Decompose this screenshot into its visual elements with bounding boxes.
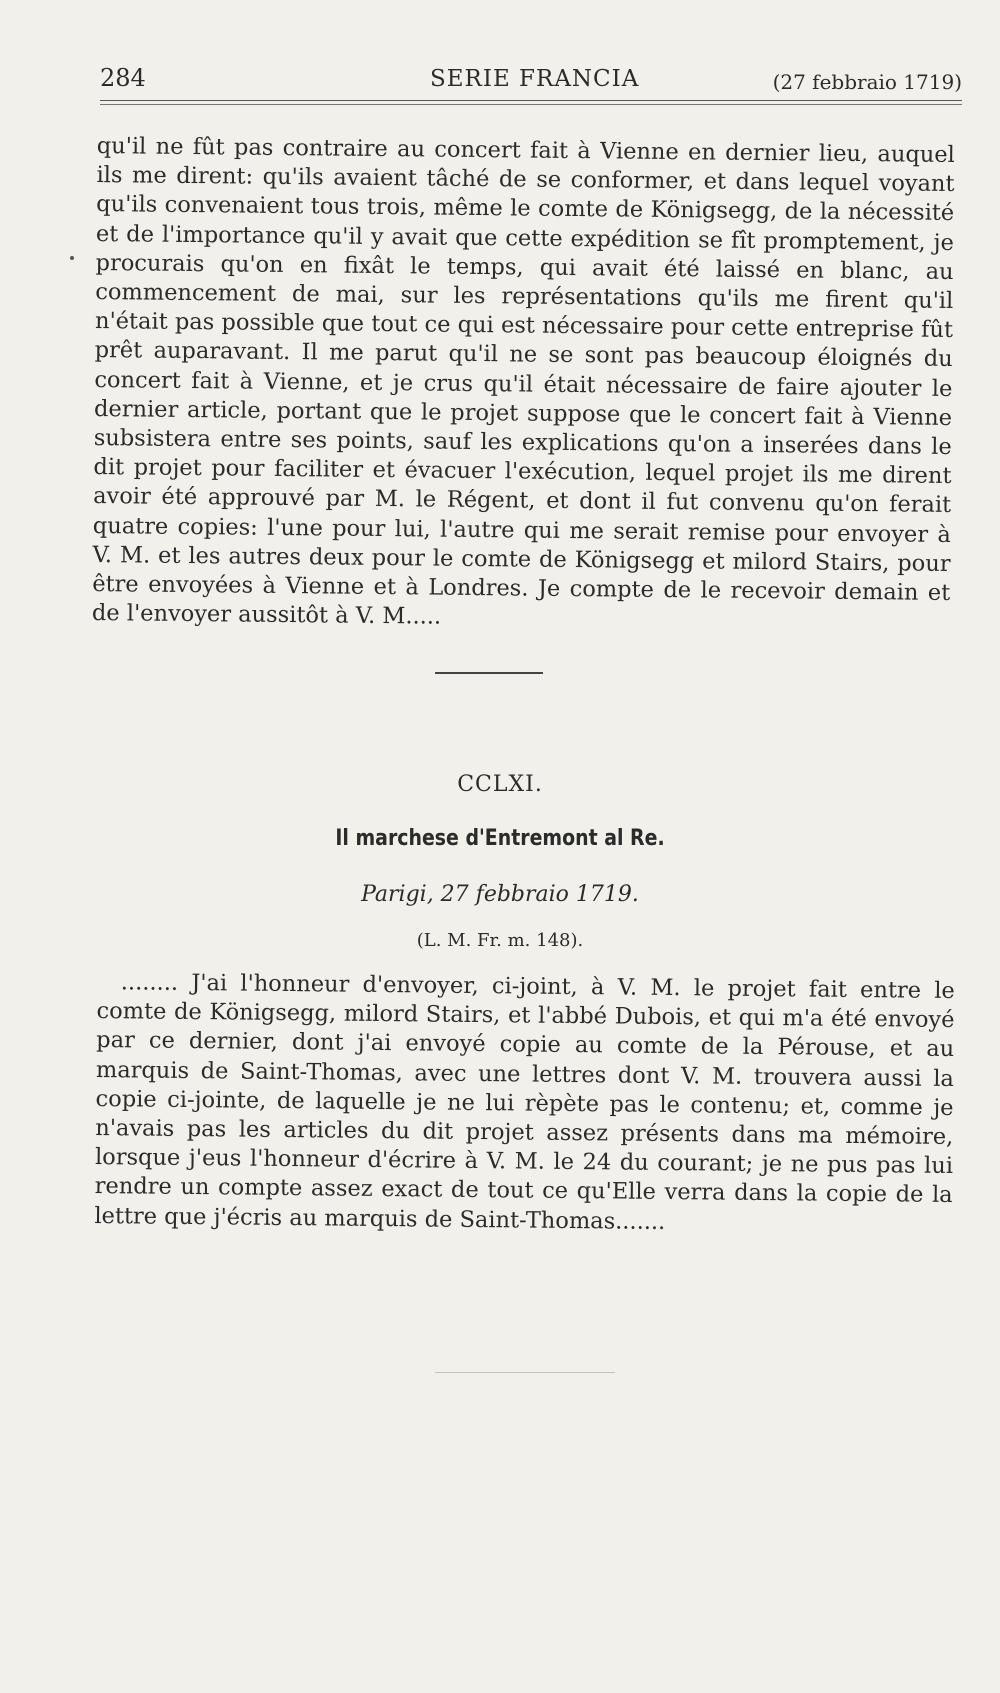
document-number: CCLXI. xyxy=(457,772,543,797)
page-number: 284 xyxy=(100,64,146,92)
paragraph-continuation: qu'il ne fût pas contraire au concert fait à Vienne en dernier lieu, auquel ils me dirent: qu'ils avaient tâché de se conformer, et dans lequel voyant qu'ils convenaient tous trois, même le comte de Königsegg, de la nécessité et de l'importance qu'il y avait que cette expédition se fît promptement, je procurais qu'on en fixât le temps, qui avait été laissé en blanc, au commencement de mai, sur les représentations qu'ils me firent qu'il n'était pas possible que tout ce qui est nécessaire pour cette entreprise fût prêt auparavant. Il me parut qu'il ne se sont pas beaucoup éloignés du concert fait à Vienne, et je crus qu'il était nécessaire de faire ajouter le dernier article, portant que le projet suppose que le concert fait à Vienne subsistera entre ses points, sauf les explications qu'on a inserées dans le dit projet pour faciliter et évacuer l'exécution, lequel projet ils me dirent avoir été approuvé par M. le Régent, et dont il fut convenu qu'on ferait quatre copies: l'une pour lui, l'autre qui me serait remise pour envoyer à V. M. et les autres deux pour le comte de Königsegg et milord Stairs, pour être envoyées à Vienne et à Londres. Je compte de le recevoir demain et de l'envoyer aussitôt à V. M..... xyxy=(91,132,955,630)
document-title: Il marchese d'Entremont al Re. xyxy=(335,826,665,851)
document-place-date: Parigi, 27 febbraio 1719. xyxy=(361,882,639,907)
header-rule xyxy=(100,100,962,101)
document-source: (L. M. Fr. m. 148). xyxy=(416,930,584,951)
margin-mark xyxy=(70,256,74,260)
show-through-rule xyxy=(435,1372,615,1373)
page-header xyxy=(100,58,962,98)
running-title: SERIE FRANCIA xyxy=(430,66,640,92)
letter-text: ........ J'ai l'honneur d'envoyer, ci-joint, à V. M. le projet fait entre le comte de Königsegg, milord Stairs, et l'abbé Dubois, et qui m'a été envoyé par ce dernier, dont j'ai envoyé copie au comte de la Pérouse, et au marquis de Saint-Thomas, avec une lettres dont V. M. trouvera aussi la copie ci-jointe, de laquelle je ne lui rèpète pas le contenu; et, comme je n'avais pas les articles du dit projet assez présents dans ma mémoire, lorsque j'eus l'honneur d'écrire à V. M. le 24 du courant; je ne pus pas lui rendre un compte assez exact de tout ce qu'Elle verra dans la copie de la lettre que j'écris au marquis de Saint-Thomas....... xyxy=(94,969,955,1235)
section-divider xyxy=(435,672,543,674)
running-date: (27 febbraio 1719) xyxy=(772,70,962,94)
letter-body xyxy=(94,968,955,1247)
header-rule-secondary xyxy=(100,104,962,105)
